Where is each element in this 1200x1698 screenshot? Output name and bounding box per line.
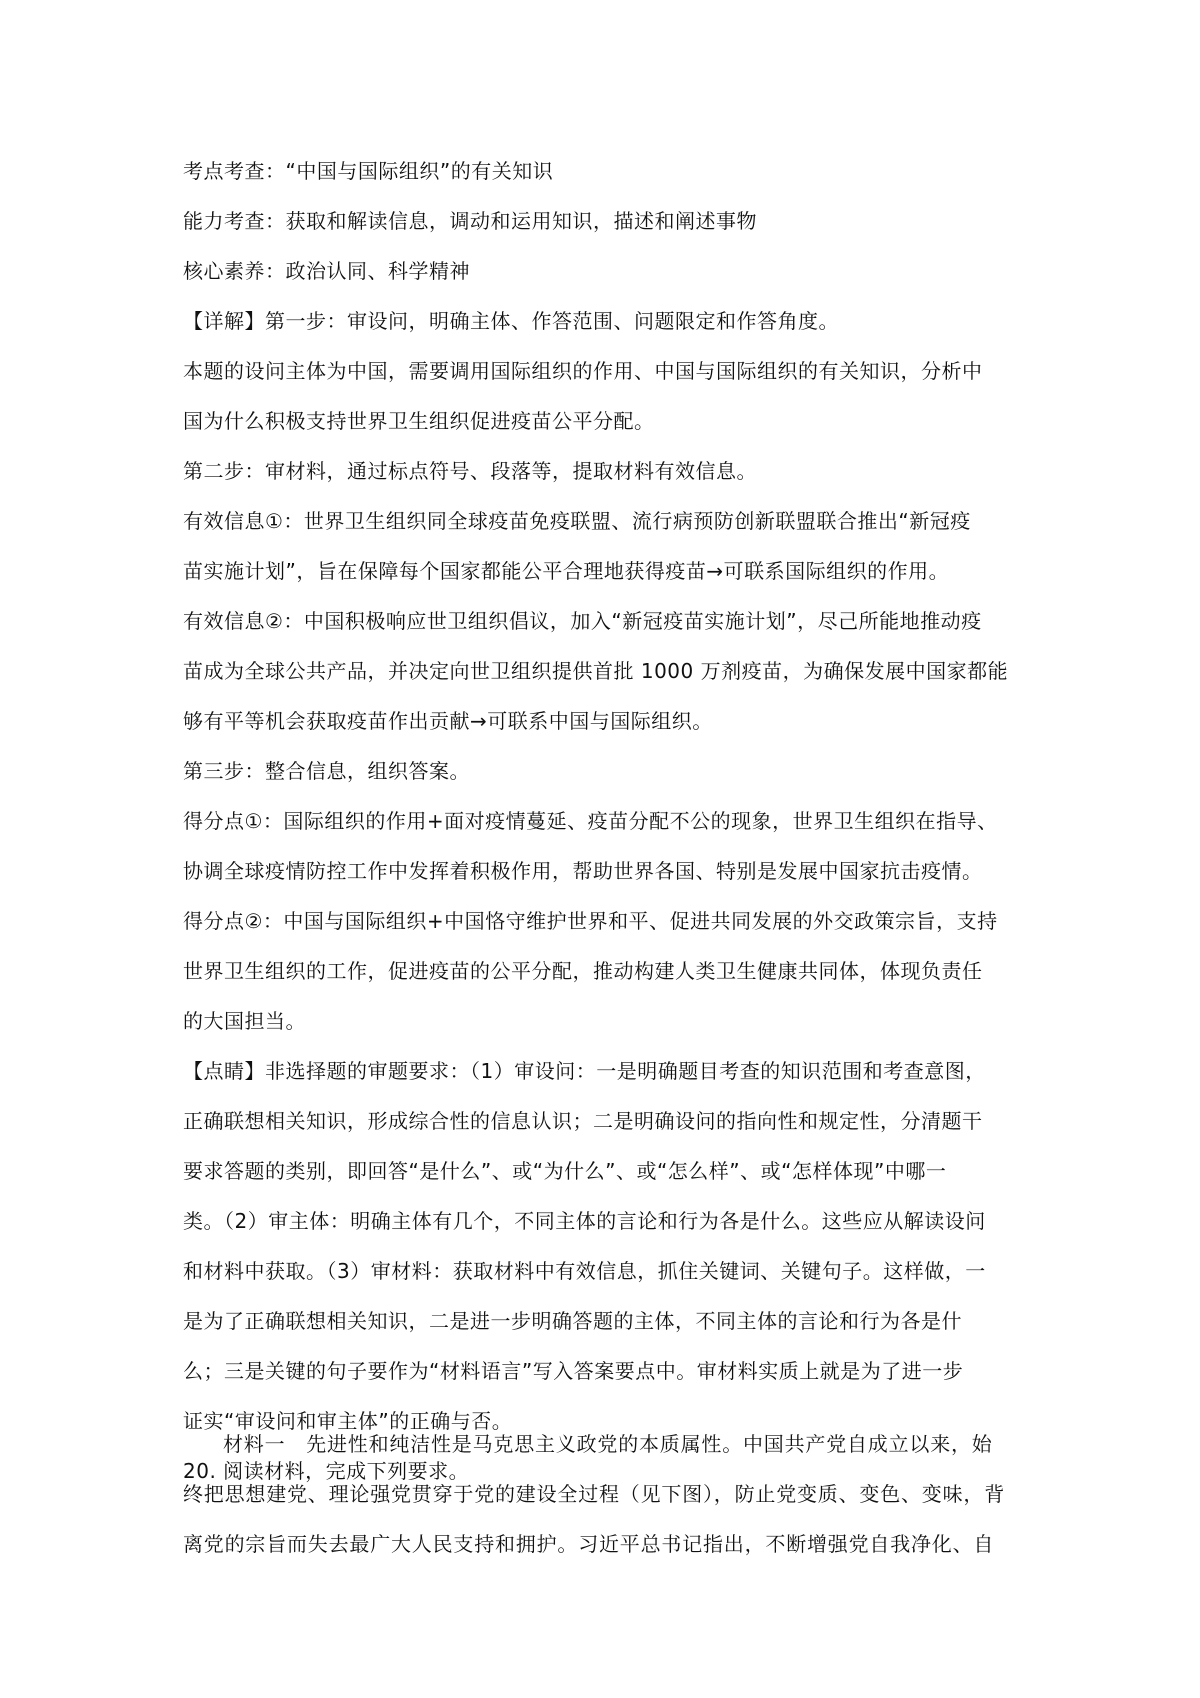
material-line: 终把思想建党、理论强党贯穿于党的建设全过程（见下图），防止党变质、变色、变味，背 (183, 1482, 1005, 1506)
analysis-line: 有效信息②：中国积极响应世卫组织倡议，加入“新冠疫苗实施计划”，尽己所能地推动疫 (183, 609, 982, 633)
analysis-line: 么；三是关键的句子要作为“材料语言”写入答案要点中。审材料实质上就是为了进一步 (183, 1359, 964, 1383)
analysis-line: 得分点①：国际组织的作用+面对疫情蔓延、疫苗分配不公的现象，世界卫生组织在指导、 (183, 809, 998, 833)
analysis-line: 证实“审设问和审主体”的正确与否。 (183, 1409, 513, 1433)
material-line: 材料一 先进性和纯洁性是马克思主义政党的本质属性。中国共产党自成立以来，始 (223, 1432, 993, 1456)
analysis-line: 第三步：整合信息，组织答案。 (183, 759, 470, 783)
analysis-line: 要求答题的类别，即回答“是什么”、或“为什么”、或“怎么样”、或“怎样体现”中哪一 (183, 1159, 947, 1183)
material-section (183, 1423, 1033, 1573)
analysis-line: 国为什么积极支持世界卫生组织促进疫苗公平分配。 (183, 409, 655, 433)
analysis-line: 的大国担当。 (183, 1009, 306, 1033)
question-heading: 20. 阅读材料，完成下列要求。 (183, 1459, 470, 1483)
analysis-line: 本题的设问主体为中国，需要调用国际组织的作用、中国与国际组织的有关知识，分析中 (183, 359, 983, 383)
analysis-line: 核心素养：政治认同、科学精神 (183, 259, 470, 283)
analysis-section (183, 150, 1033, 1500)
analysis-line: 【详解】第一步：审设问，明确主体、作答范围、问题限定和作答角度。 (183, 309, 839, 333)
analysis-line: 正确联想相关知识，形成综合性的信息认识；二是明确设问的指向性和规定性，分清题干 (183, 1109, 983, 1133)
analysis-line: 得分点②：中国与国际组织+中国恪守维护世界和平、促进共同发展的外交政策宗旨，支持 (183, 909, 998, 933)
analysis-line: 类。（2）审主体：明确主体有几个，不同主体的言论和行为各是什么。这些应从解读设问 (183, 1209, 986, 1233)
analysis-line: 苗成为全球公共产品，并决定向世卫组织提供首批 1000 万剂疫苗，为确保发展中国家都能 (183, 659, 1009, 683)
analysis-line: 【点睛】非选择题的审题要求：（1）审设问：一是明确题目考查的知识范围和考查意图， (183, 1059, 986, 1083)
analysis-line: 考点考查：“中国与国际组织”的有关知识 (183, 159, 554, 183)
analysis-line: 协调全球疫情防控工作中发挥着积极作用，帮助世界各国、特别是发展中国家抗击疫情。 (183, 859, 983, 883)
analysis-line: 够有平等机会获取疫苗作出贡献→可联系中国与国际组织。 (183, 709, 713, 733)
material-line: 离党的宗旨而失去最广大人民支持和拥护。习近平总书记指出，不断增强党自我净化、自 (183, 1532, 995, 1556)
analysis-line: 和材料中获取。（3）审材料：获取材料中有效信息，抓住关键词、关键句子。这样做，一 (183, 1259, 986, 1283)
analysis-line: 世界卫生组织的工作，促进疫苗的公平分配，推动构建人类卫生健康共同体，体现负责任 (183, 959, 983, 983)
analysis-line: 第二步：审材料，通过标点符号、段落等，提取材料有效信息。 (183, 459, 757, 483)
analysis-line: 能力考查：获取和解读信息，调动和运用知识，描述和阐述事物 (183, 209, 757, 233)
analysis-line: 苗实施计划”，旨在保障每个国家都能公平合理地获得疫苗→可联系国际组织的作用。 (183, 559, 950, 583)
analysis-line: 是为了正确联想相关知识，二是进一步明确答题的主体，不同主体的言论和行为各是什 (183, 1309, 962, 1333)
analysis-line: 有效信息①：世界卫生组织同全球疫苗免疫联盟、流行病预防创新联盟联合推出“新冠疫 (183, 509, 971, 533)
